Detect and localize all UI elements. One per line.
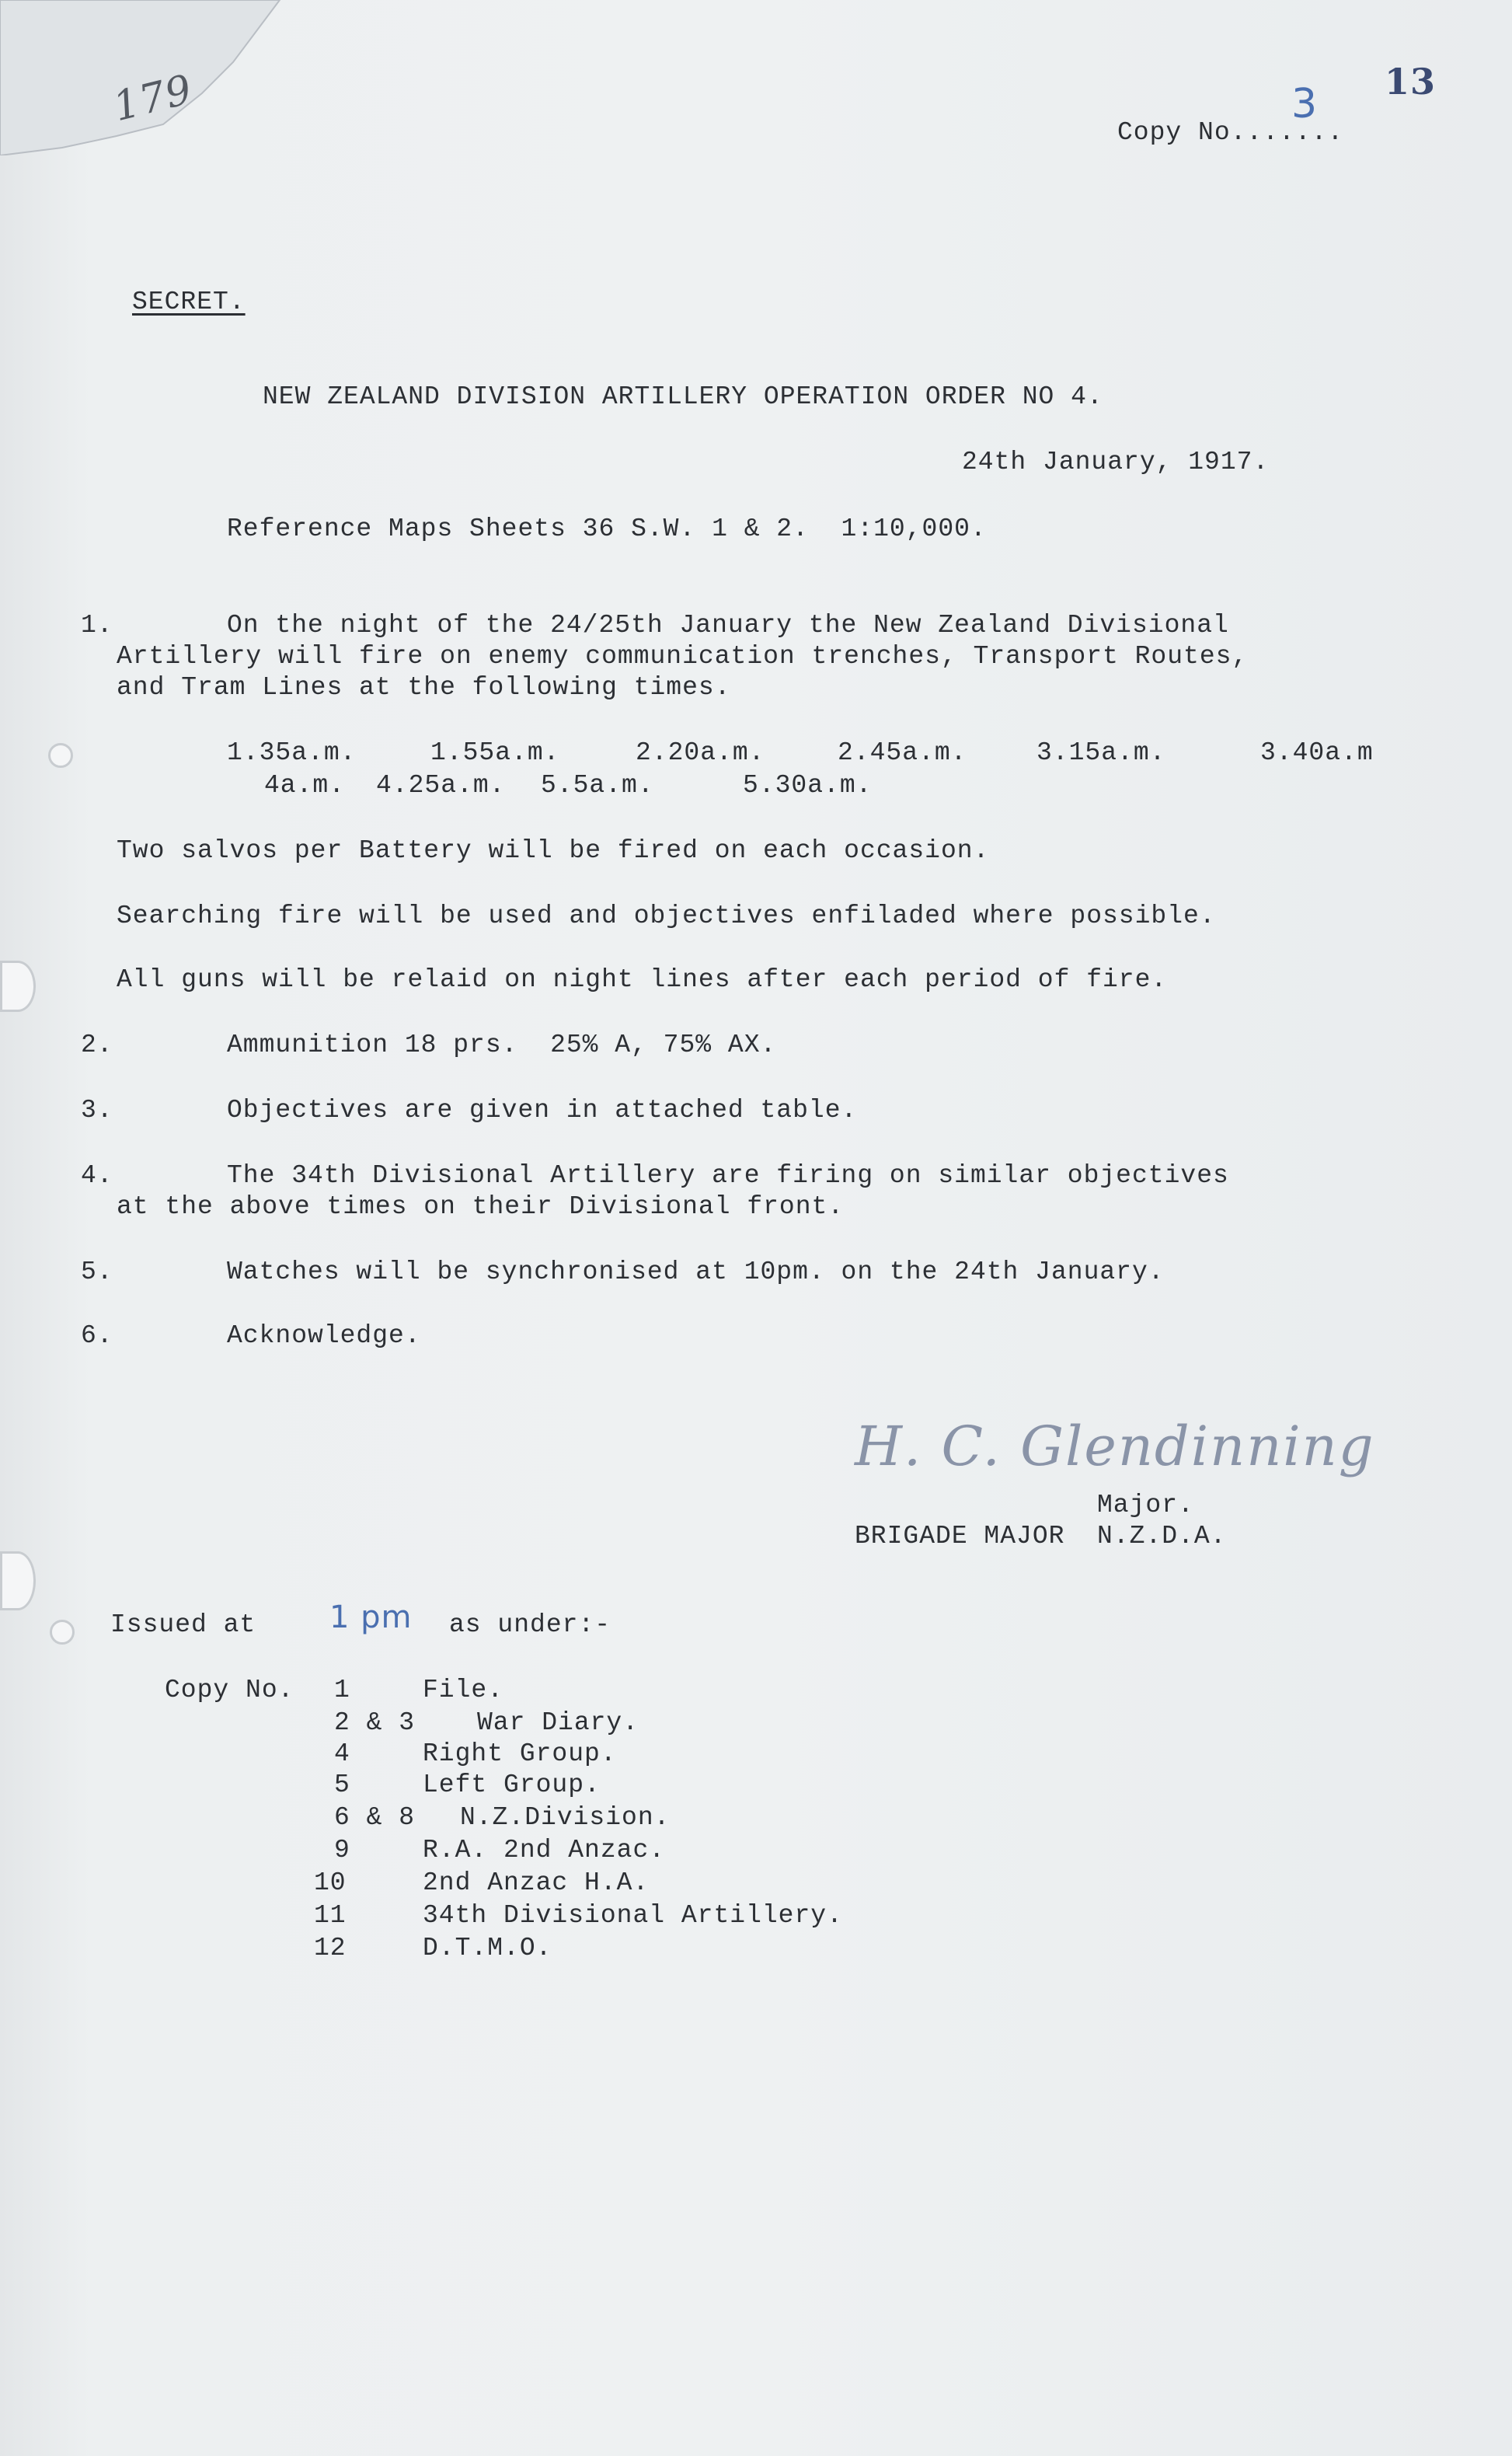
paragraph-text: Searching fire will be used and objectives enfiladed where possible. — [117, 902, 1216, 930]
distribution-destination: Right Group. — [423, 1739, 617, 1768]
issue-time-handwritten: as under:- — [449, 1610, 611, 1639]
issue-time-note: 1 pm — [329, 1600, 413, 1635]
copy-number-label: Copy No....... — [1117, 118, 1344, 147]
fire-time: 1.55a.m. — [430, 738, 560, 767]
document-date: 24th January, 1917. — [962, 448, 1270, 476]
fire-time: 2.20a.m. — [636, 738, 765, 767]
document-title: NEW ZEALAND DIVISION ARTILLERY OPERATION ORDER NO 4. — [263, 382, 1103, 411]
punch-hole — [0, 1551, 36, 1610]
distribution-destination: 2nd Anzac H.A. — [423, 1868, 650, 1897]
issued-at-label: Issued at — [110, 1610, 256, 1639]
paragraph-text: Artillery will fire on enemy communication trenches, Transport Routes, — [117, 642, 1249, 671]
paragraph-number: 4. — [81, 1161, 113, 1190]
distribution-copy-number: 10 — [314, 1868, 347, 1897]
fire-time: 5.30a.m. — [743, 771, 873, 800]
copy-no-label: Copy No. — [165, 1676, 294, 1704]
paragraph-number: 6. — [81, 1321, 113, 1350]
distribution-copy-number: 6 & 8 — [334, 1803, 416, 1832]
distribution-copy-number: 12 — [314, 1934, 347, 1962]
fire-time: 1.35a.m. — [227, 738, 357, 767]
fire-time: 2.45a.m. — [838, 738, 967, 767]
paragraph-number: 5. — [81, 1258, 113, 1286]
distribution-destination: D.T.M.O. — [423, 1934, 552, 1962]
folio-number: 179 — [109, 66, 197, 131]
paragraph-number: 1. — [81, 611, 113, 640]
distribution-copy-number: 9 — [334, 1836, 350, 1865]
signatory-role: BRIGADE MAJOR N.Z.D.A. — [855, 1522, 1227, 1551]
paragraph-text: Ammunition 18 prs. 25% A, 75% AX. — [227, 1031, 777, 1059]
paragraph-text: The 34th Divisional Artillery are firing on similar objectives — [227, 1161, 1229, 1190]
fire-time: 3.15a.m. — [1036, 738, 1166, 767]
paragraph-text: Two salvos per Battery will be fired on each occasion. — [117, 836, 990, 865]
map-reference: Reference Maps Sheets 36 S.W. 1 & 2. 1:10,000. — [227, 515, 987, 543]
paragraph-text: at the above times on their Divisional front. — [117, 1192, 845, 1221]
distribution-copy-number: 1 — [334, 1676, 350, 1704]
paragraph-text: All guns will be relaid on night lines after each period of fire. — [117, 965, 1168, 994]
distribution-destination: R.A. 2nd Anzac. — [423, 1836, 666, 1865]
fire-time: 4a.m. — [264, 771, 346, 800]
fire-time: 4.25a.m. — [376, 771, 506, 800]
paragraph-text: Acknowledge. — [227, 1321, 421, 1350]
distribution-destination: War Diary. — [477, 1708, 639, 1737]
distribution-copy-number: 4 — [334, 1739, 350, 1768]
distribution-destination: File. — [423, 1676, 504, 1704]
copy-number-handwritten: 3 — [1291, 81, 1319, 127]
fire-time: 3.40a.m — [1260, 738, 1374, 767]
distribution-copy-number: 11 — [314, 1901, 347, 1930]
paragraph-text: and Tram Lines at the following times. — [117, 673, 731, 702]
distribution-destination: 34th Divisional Artillery. — [423, 1901, 843, 1930]
distribution-destination: N.Z.Division. — [460, 1803, 671, 1832]
punch-hole — [50, 1620, 75, 1645]
page-number: 13 — [1385, 61, 1437, 103]
punch-hole — [0, 961, 36, 1012]
paragraph-number: 2. — [81, 1031, 113, 1059]
signatory-rank: Major. — [1097, 1491, 1194, 1519]
distribution-copy-number: 5 — [334, 1770, 350, 1799]
distribution-copy-number: 2 & 3 — [334, 1708, 416, 1737]
distribution-destination: Left Group. — [423, 1770, 601, 1799]
paragraph-number: 3. — [81, 1096, 113, 1125]
punch-hole — [48, 743, 73, 768]
classification-marking: SECRET. — [132, 288, 246, 316]
paragraph-text: Watches will be synchronised at 10pm. on the 24th January. — [227, 1258, 1165, 1286]
handwritten-signature: H. C. Glendinning — [855, 1415, 1375, 1478]
paragraph-text: Objectives are given in attached table. — [227, 1096, 858, 1125]
paragraph-text: On the night of the 24/25th January the New Zealand Divisional — [227, 611, 1229, 640]
fire-time: 5.5a.m. — [541, 771, 654, 800]
